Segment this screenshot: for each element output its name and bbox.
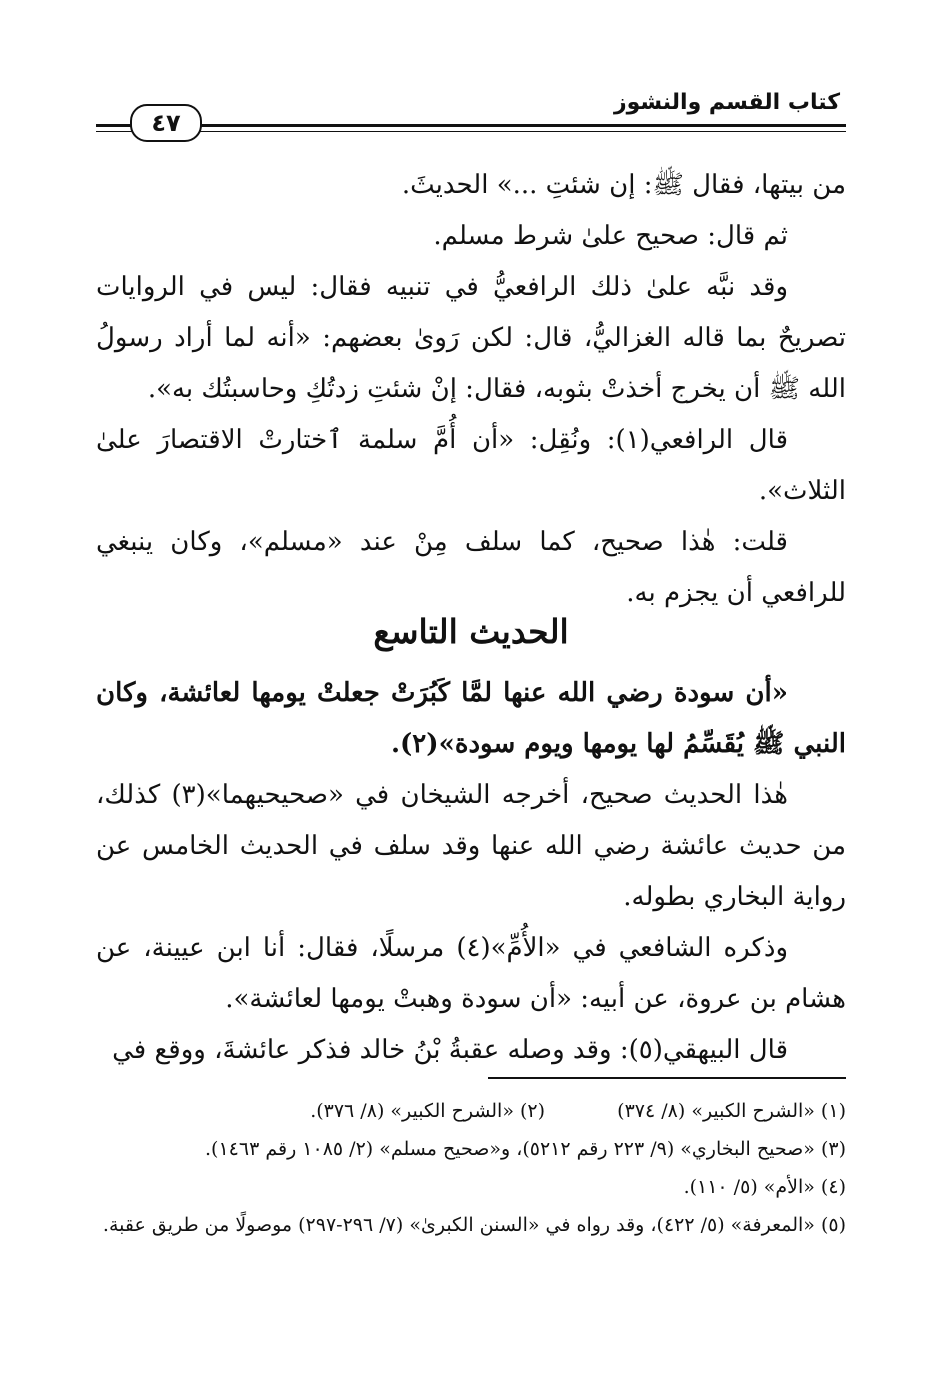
paragraph: هٰذا الحديث صحيح، أخرجه الشيخان في «صحيحيهما»(٣) كذلك، من حديث عائشة رضي الله عنها وقد سلف في الحديث الخامس عن رواية البخاري بطوله.: [96, 780, 846, 912]
page-header: [96, 88, 846, 150]
header-rule-thick: [96, 124, 846, 127]
footnote-5: (٥) «المعرفة» (٥/ ٤٢٢)، وقد رواه في «السنن الكبرىٰ» (٧/ ٢٩٦-٢٩٧) موصولًا من طريق عقبة.: [102, 1214, 846, 1236]
paragraph: وقد نبَّه علىٰ ذلك الرافعيُّ في تنبيه فقال: ليس في الروايات تصريحٌ بما قاله الغزاليُّ، قال: لكن رَوىٰ بعضهم: «أنه لما أراد رسولُ الله ﷺ أن يخرج أخذتْ بثوبه، فقال: إنْ شئتِ زدتُكِ وحاسبتُك به».: [96, 272, 846, 404]
paragraph: من بيتها، فقال ﷺ: إن شئتِ ...» الحديثَ.: [401, 170, 846, 200]
paragraph: قال البيهقي(٥): وقد وصله عقبةُ بْنُ خالد فذكر عائشةَ، ووقع في: [112, 1035, 788, 1065]
section-heading: الحديث التاسع: [373, 612, 569, 651]
page-number: ٤٧: [130, 104, 202, 142]
paragraph: وذكره الشافعي في «الأُمِّ»(٤) مرسلًا، فقال: أنا ابن عيينة، عن هشام بن عروة، عن أبيه: «أن سودة وهبتْ يومها لعائشة».: [96, 933, 846, 1014]
paragraph: قلت: هٰذا صحيح، كما سلف مِنْ عند «مسلم»، وكان ينبغي للرافعي أن يجزم به.: [96, 527, 846, 608]
footnote-row: [96, 1092, 846, 1130]
paragraph: ثم قال: صحيح علىٰ شرط مسلم.: [433, 221, 788, 251]
paragraph: قال الرافعي(١): ونُقِل: «أن أُمَّ سلمة ٱختارتْ الاقتصارَ علىٰ الثلاث».: [96, 425, 846, 506]
footnote-2: (٢) «الشرح الكبير» (٨/ ٣٧٦).: [310, 1100, 546, 1122]
footnotes: [96, 1092, 846, 1244]
header-rule-thin: [96, 131, 846, 132]
body-text: [96, 160, 846, 619]
footnote-separator: [488, 1077, 846, 1079]
section-body: [96, 668, 846, 1076]
footnote-4: (٤) «الأم» (٥/ ١١٠).: [683, 1176, 846, 1198]
book-title: كتاب القسم والنشوز: [613, 90, 840, 115]
hadith-text: «أن سودة رضي الله عنها لمَّا كَبُرَتْ جعلتْ يومها لعائشة، وكان النبي ﷺ يُقَسِّمُ لها يومها ويوم سودة»(٢).: [96, 678, 846, 759]
footnote-3: (٣) «صحيح البخاري» (٩/ ٢٢٣ رقم ٥٢١٢)، و«صحيح مسلم» (٢/ ١٠٨٥ رقم ١٤٦٣).: [205, 1138, 846, 1160]
footnote-1: (١) «الشرح الكبير» (٨/ ٣٧٤): [617, 1100, 846, 1122]
